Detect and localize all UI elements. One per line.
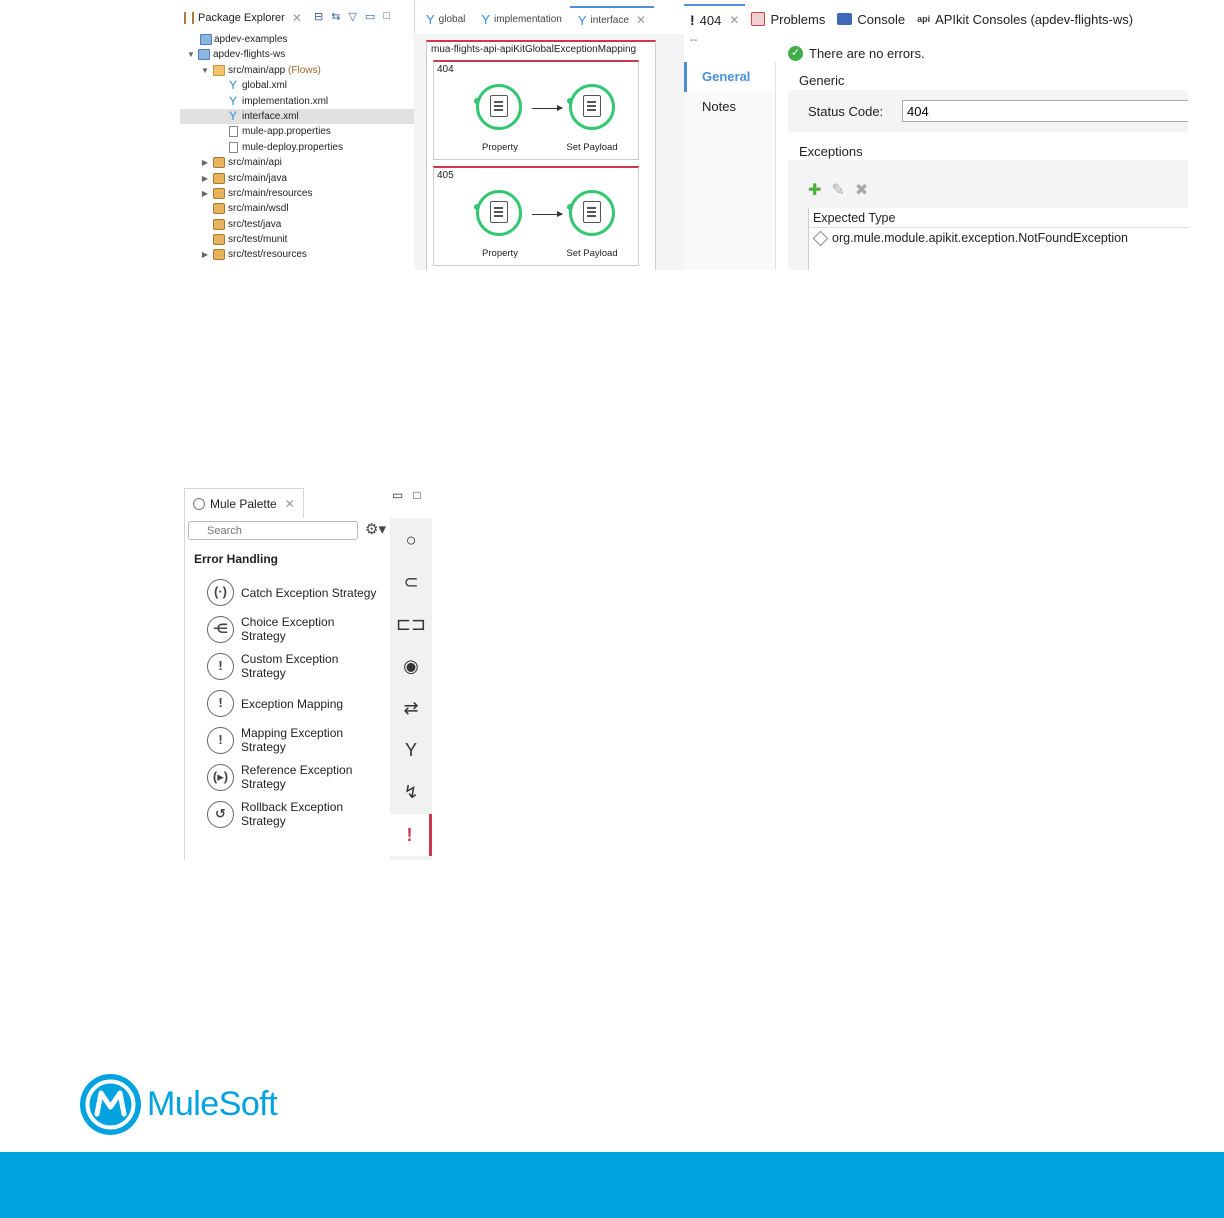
- table-cell: org.mule.module.apikit.exception.NotFoundException: [832, 231, 1129, 245]
- tab-interface[interactable]: [570, 6, 654, 32]
- mulesoft-logo-mark: [80, 1074, 141, 1135]
- scope-category-icon[interactable]: ⊏⊐: [395, 614, 427, 634]
- tree-item[interactable]: [180, 63, 414, 78]
- tab-label: implementation: [494, 13, 562, 25]
- close-icon[interactable]: ✕: [729, 13, 740, 27]
- palette-item-label-line: Strategy: [241, 629, 286, 643]
- flows-tag: (Flows): [288, 64, 321, 76]
- studio-screenshot-top: [180, 0, 1188, 270]
- tab-global[interactable]: [418, 6, 473, 32]
- palette-item-label-line: Strategy: [241, 666, 286, 680]
- tree-item-label: mule-app.properties: [242, 126, 331, 138]
- palette-item-rollback-exception-strategy[interactable]: [207, 800, 343, 828]
- tree-item-label: src/main/api: [228, 157, 282, 169]
- palette-header: [180, 484, 432, 518]
- palette-item-label: [241, 800, 343, 828]
- mulesoft-m-icon: [80, 1074, 141, 1135]
- properties-panel: [684, 0, 1188, 270]
- palette-item-label: [241, 615, 334, 643]
- palette-item-choice-exception-strategy[interactable]: [207, 615, 334, 643]
- tree-item[interactable]: [180, 247, 414, 262]
- tab-console[interactable]: [831, 4, 911, 34]
- tree-item-label: mule-deploy.properties: [242, 141, 343, 153]
- exceptions-section: [788, 160, 1188, 270]
- node-label: Property: [482, 142, 518, 153]
- palette-tab-label: Mule Palette: [210, 496, 277, 511]
- mule-project-icon: [198, 49, 210, 60]
- edit-icon[interactable]: ✎: [831, 182, 845, 199]
- expand-arrow-icon[interactable]: ▶: [201, 250, 209, 260]
- package-folder-icon: [213, 173, 225, 184]
- tree-item-label: apdev-flights-ws: [213, 49, 286, 61]
- add-icon[interactable]: ✚: [808, 182, 822, 199]
- problems-icon: [751, 12, 765, 26]
- exclamation-icon: !: [207, 653, 234, 680]
- package-folder-icon: [213, 203, 225, 214]
- mule-config-icon: Y: [577, 12, 587, 28]
- tree-item-label: apdev-examples: [214, 34, 288, 45]
- validation-status: [788, 46, 925, 61]
- set-payload-node[interactable]: [569, 84, 615, 130]
- palette-item-label-line: Catch Exception Strategy: [241, 585, 377, 600]
- transformer-category-icon[interactable]: ⇄: [403, 698, 419, 718]
- minimize-icon[interactable]: ▭: [392, 488, 404, 502]
- flow-canvas[interactable]: [414, 34, 684, 270]
- tree-item-selected[interactable]: [180, 109, 414, 124]
- file-icon: [229, 142, 238, 153]
- exception-mapping-405[interactable]: [433, 166, 639, 266]
- expand-arrow-icon[interactable]: ▼: [187, 50, 195, 60]
- package-folder-icon: [213, 188, 225, 199]
- tree-item-label: src/main/java: [228, 172, 287, 184]
- palette-item-label: [241, 652, 338, 680]
- tree-item[interactable]: [180, 201, 414, 216]
- reference-icon: (▸): [207, 764, 234, 791]
- maximize-icon[interactable]: □: [383, 10, 390, 22]
- tab-label: 404: [699, 12, 722, 28]
- package-folder-icon: [213, 157, 225, 168]
- tree-item[interactable]: [180, 124, 414, 139]
- palette-section-title: Error Handling: [194, 552, 279, 566]
- mule-palette-panel: [180, 484, 432, 860]
- flow-control-category-icon[interactable]: ↯: [403, 782, 419, 802]
- exclamation-icon: !: [207, 727, 234, 754]
- delete-icon[interactable]: ✖: [854, 182, 869, 199]
- palette-body: [184, 518, 390, 860]
- mule-config-icon: Y: [228, 108, 237, 123]
- side-tab-general[interactable]: General: [684, 62, 775, 92]
- tab-implementation[interactable]: [473, 6, 569, 32]
- package-explorer-header: [180, 6, 414, 30]
- choice-icon: ⋲: [207, 616, 234, 643]
- set-payload-node[interactable]: [569, 190, 615, 236]
- palette-item-reference-exception-strategy[interactable]: [207, 763, 352, 791]
- node-label: Property: [482, 248, 518, 259]
- generic-section-title: Generic: [799, 73, 845, 88]
- tree-item-label: src/main/resources: [228, 187, 313, 199]
- status-message: There are no errors.: [809, 46, 925, 61]
- link-with-editor-icon[interactable]: ⇆: [331, 11, 341, 23]
- property-node[interactable]: [476, 84, 522, 130]
- palette-item-label-line: Mapping Exception: [241, 726, 344, 740]
- flow-arrow: [532, 108, 562, 109]
- package-folder-icon: [213, 234, 225, 245]
- tree-item[interactable]: [180, 32, 414, 47]
- palette-item-label: [241, 697, 343, 711]
- expand-arrow-icon[interactable]: ▶: [201, 173, 209, 183]
- tree-item[interactable]: [180, 171, 414, 186]
- exception-mapping-404[interactable]: [433, 60, 639, 160]
- tab-label: Console: [857, 11, 906, 27]
- tab-404-properties[interactable]: [684, 4, 745, 34]
- properties-tab-bar: [684, 4, 1139, 34]
- node-label: Set Payload: [566, 248, 618, 259]
- exceptions-table: [808, 208, 1188, 270]
- connector-category-icon[interactable]: ⊂: [403, 572, 419, 592]
- dash-mark: --: [690, 34, 698, 46]
- tree-item[interactable]: [180, 47, 414, 62]
- tree-item[interactable]: [180, 217, 414, 232]
- exceptions-section-title: Exceptions: [799, 144, 863, 159]
- tree-item[interactable]: [180, 78, 414, 93]
- palette-item-label-line: Strategy: [241, 777, 286, 791]
- generic-section: [788, 90, 1188, 132]
- package-explorer-tab-label: Package Explorer: [198, 12, 285, 24]
- palette-category-rail: [390, 518, 432, 860]
- tree-item-label-group: [228, 63, 321, 78]
- palette-item-catch-exception-strategy[interactable]: [207, 579, 376, 606]
- package-explorer-panel: [180, 0, 414, 270]
- tree-item-label: global.xml: [242, 80, 288, 92]
- expand-arrow-icon[interactable]: ▶: [201, 188, 209, 198]
- mulesoft-wordmark: MuleSoft: [147, 1085, 278, 1123]
- flow-title: mua-flights-api-apiKitGlobalExceptionMapping: [431, 44, 637, 55]
- palette-window-controls: [392, 488, 421, 502]
- expand-arrow-icon[interactable]: ▶: [201, 158, 209, 168]
- check-icon: ✓: [788, 46, 803, 61]
- package-explorer-icon: [184, 12, 194, 24]
- close-icon[interactable]: ✕: [284, 496, 295, 511]
- exclamation-icon: !: [207, 690, 234, 717]
- palette-item-label-line: Choice Exception: [241, 615, 335, 629]
- properties-side-tabs: [684, 62, 776, 270]
- palette-item-label-line: Reference Exception: [241, 763, 353, 777]
- tab-problems[interactable]: [745, 4, 831, 34]
- tree-item-label: src/test/java: [228, 218, 282, 230]
- class-icon: [813, 230, 829, 246]
- palette-item-label-line: Rollback Exception: [241, 800, 344, 814]
- console-icon: [837, 13, 852, 25]
- footer-bar: [0, 1152, 1224, 1218]
- tab-label: global: [438, 13, 466, 25]
- palette-item-exception-mapping[interactable]: [207, 690, 343, 717]
- palette-search-input[interactable]: [188, 521, 358, 540]
- tab-label: interface: [590, 14, 629, 26]
- property-icon: [490, 95, 508, 117]
- filter-category-icon[interactable]: Y: [404, 740, 417, 760]
- package-explorer-tab[interactable]: [180, 6, 306, 30]
- node-label: Set Payload: [566, 142, 618, 153]
- gear-icon[interactable]: ⚙▾: [365, 521, 386, 538]
- palette-item-label: [241, 586, 376, 600]
- mule-config-icon: Y: [228, 78, 237, 93]
- palette-item-label-line: Exception Mapping: [241, 696, 344, 711]
- search-category-icon[interactable]: ○: [405, 530, 417, 550]
- mule-config-icon: Y: [426, 11, 435, 27]
- tree-item-label: src/test/munit: [228, 234, 288, 246]
- palette-item-label: [241, 726, 343, 754]
- palette-item-label-line: Strategy: [241, 814, 286, 828]
- mapping-status-code: 404: [437, 64, 454, 75]
- side-tab-notes[interactable]: Notes: [702, 99, 736, 114]
- catch-icon: (·): [207, 579, 234, 606]
- expand-arrow-icon[interactable]: ▼: [201, 65, 209, 75]
- rollback-icon: ↺: [207, 801, 234, 828]
- package-folder-icon: [213, 249, 225, 260]
- mapping-status-code: 405: [437, 170, 454, 181]
- tree-item-label: src/main/wsdl: [228, 203, 289, 215]
- tree-item-label: implementation.xml: [242, 95, 329, 107]
- flow-arrow: [532, 214, 562, 215]
- tree-item[interactable]: [180, 94, 414, 109]
- tab-label: Problems: [770, 11, 826, 27]
- project-folder-icon: [200, 34, 212, 45]
- exclamation-icon: !: [690, 12, 695, 28]
- api-icon: api: [917, 14, 931, 24]
- minimize-icon[interactable]: ▭: [364, 11, 376, 23]
- maximize-icon[interactable]: □: [413, 488, 421, 502]
- tree-item-label: interface.xml: [242, 110, 299, 122]
- tab-label: APIkit Consoles (apdev-flights-ws): [935, 11, 1134, 27]
- open-folder-icon: [213, 65, 225, 76]
- status-code-label: Status Code:: [808, 104, 884, 119]
- palette-icon: [193, 498, 205, 510]
- property-icon: [490, 201, 508, 223]
- tree-item[interactable]: [180, 232, 414, 247]
- status-code-field[interactable]: [902, 100, 1188, 122]
- file-icon: [229, 126, 238, 137]
- palette-item-label: [241, 763, 352, 791]
- editor-tab-bar: [418, 6, 654, 32]
- tree-item-label: src/test/resources: [228, 249, 307, 261]
- project-tree: [180, 32, 414, 263]
- property-node[interactable]: [476, 190, 522, 236]
- close-icon[interactable]: ✕: [635, 13, 646, 27]
- mule-config-icon: Y: [228, 93, 237, 108]
- tree-item[interactable]: [180, 140, 414, 155]
- palette-item-custom-exception-strategy[interactable]: [207, 652, 338, 680]
- error-handling-category-icon[interactable]: !: [390, 814, 432, 856]
- table-header: Expected Type: [809, 208, 1188, 228]
- mulesoft-logo: [80, 1074, 277, 1135]
- collapse-all-icon[interactable]: ⊟: [314, 11, 324, 23]
- tree-item[interactable]: [180, 155, 414, 170]
- exception-mapping-flow[interactable]: [426, 40, 656, 270]
- package-folder-icon: [213, 219, 225, 230]
- tree-item[interactable]: [180, 186, 414, 201]
- view-menu-icon[interactable]: ▽: [348, 11, 357, 23]
- close-icon[interactable]: ✕: [291, 11, 302, 25]
- palette-item-label-line: Custom Exception: [241, 652, 339, 666]
- tree-item-label: src/main/app: [228, 64, 286, 76]
- palette-tab[interactable]: [184, 488, 304, 518]
- table-row[interactable]: [809, 228, 1188, 248]
- exceptions-toolbar: [808, 180, 868, 200]
- mule-config-icon: Y: [481, 11, 491, 27]
- component-category-icon[interactable]: ◉: [403, 656, 419, 676]
- palette-item-mapping-exception-strategy[interactable]: [207, 726, 343, 754]
- palette-item-label-line: Strategy: [241, 740, 286, 754]
- tab-apikit-consoles[interactable]: [911, 4, 1139, 34]
- package-explorer-toolbar: [314, 10, 390, 23]
- set-payload-icon: [583, 201, 601, 223]
- set-payload-icon: [583, 95, 601, 117]
